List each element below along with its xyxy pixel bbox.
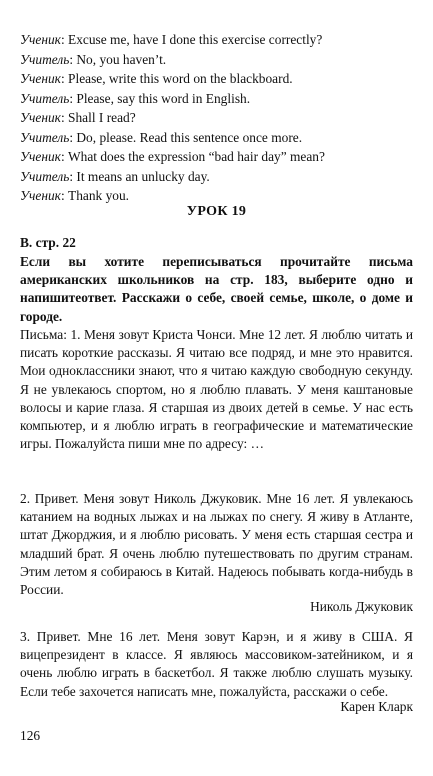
lesson-title: УРОК 19 bbox=[186, 204, 247, 219]
speaker: Учитель bbox=[20, 129, 70, 145]
letter-1: Письма: 1. Меня зовут Криста Чонси. Мне 12 лет. Я люблю читать и писать короткие рассказы. Я читаю все подряд, и мне это нравится. Мои одноклассники знают, что я читаю каждую свободную секунду. Я не увлекаюсь спортом, но я люблю плавать. У меня каштановые волосы и карие глаза. Я старшая из двоих детей в семье. У нас есть компьютер, и я люблю играть в географические и математические игры. Пожалуйста пиши мне по адресу: … bbox=[20, 327, 413, 452]
speaker: Учитель bbox=[20, 168, 70, 184]
speaker: Учитель bbox=[20, 51, 70, 67]
dialogue-line bbox=[20, 50, 420, 70]
line-text: : Please, say this word in English. bbox=[69, 90, 251, 106]
dialogue-line bbox=[20, 108, 420, 128]
line-text: : Do, please. Read this sentence once more. bbox=[69, 129, 303, 145]
dialogue-line bbox=[20, 69, 420, 89]
dialogue-line bbox=[20, 89, 420, 109]
letter-3: 3. Привет. Мне 16 лет. Меня зовут Карэн, и я живу в США. Я вицепрезидент в классе. Я являюсь массовиком-затейником, и я очень люблю играть в баскетбол. Я также люблю слушать музыку. Если тебе захочется написать мне, пожалуйста, расскажи о себе. bbox=[20, 629, 413, 699]
speaker: Ученик bbox=[20, 71, 61, 86]
dialogue bbox=[20, 30, 420, 206]
speaker: Ученик bbox=[20, 110, 61, 125]
speaker: Ученик bbox=[20, 32, 61, 47]
line-text: : Please, write this word on the blackboard. bbox=[60, 71, 293, 86]
exercise-reference: В. стр. 22 bbox=[20, 235, 76, 250]
page-number: 126 bbox=[20, 728, 41, 743]
task-instructions: Если вы хотите переписываться прочитайте письма американских школьников на стр. 183, выберите одно и напишитеответ. Расскажи о себе, своей семье, школе, о доме и городе. bbox=[20, 254, 413, 324]
line-text: : What does the expression “bad hair day” mean? bbox=[60, 149, 325, 164]
dialogue-line bbox=[20, 167, 420, 187]
dialogue-line bbox=[20, 30, 420, 50]
dialogue-line bbox=[20, 147, 420, 167]
line-text: : Shall I read? bbox=[60, 110, 136, 125]
speaker: Ученик bbox=[20, 188, 61, 203]
line-text: : No, you haven’t. bbox=[69, 51, 167, 67]
letter-2-signature: Николь Джуковик bbox=[310, 599, 413, 614]
letter-3-signature: Карен Кларк bbox=[340, 699, 413, 714]
speaker: Ученик bbox=[20, 149, 61, 164]
line-text: : Thank you. bbox=[60, 188, 130, 203]
line-text: : Excuse me, have I done this exercise correctly? bbox=[60, 32, 323, 47]
dialogue-line bbox=[20, 128, 420, 148]
speaker: Учитель bbox=[20, 90, 70, 106]
line-text: : It means an unlucky day. bbox=[69, 168, 210, 184]
letter-2: 2. Привет. Меня зовут Николь Джуковик. Мне 16 лет. Я увлекаюсь катанием на водных лыжах и на лыжах по снегу. Я живу в Атланте, штат Джорджия, и я люблю рисовать. У меня есть старшая сестра и младший брат. Я очень люблю путешествовать по другим странам. Этим летом я собираюсь в Китай. Надеюсь побывать когда-нибудь в России. bbox=[20, 491, 413, 598]
